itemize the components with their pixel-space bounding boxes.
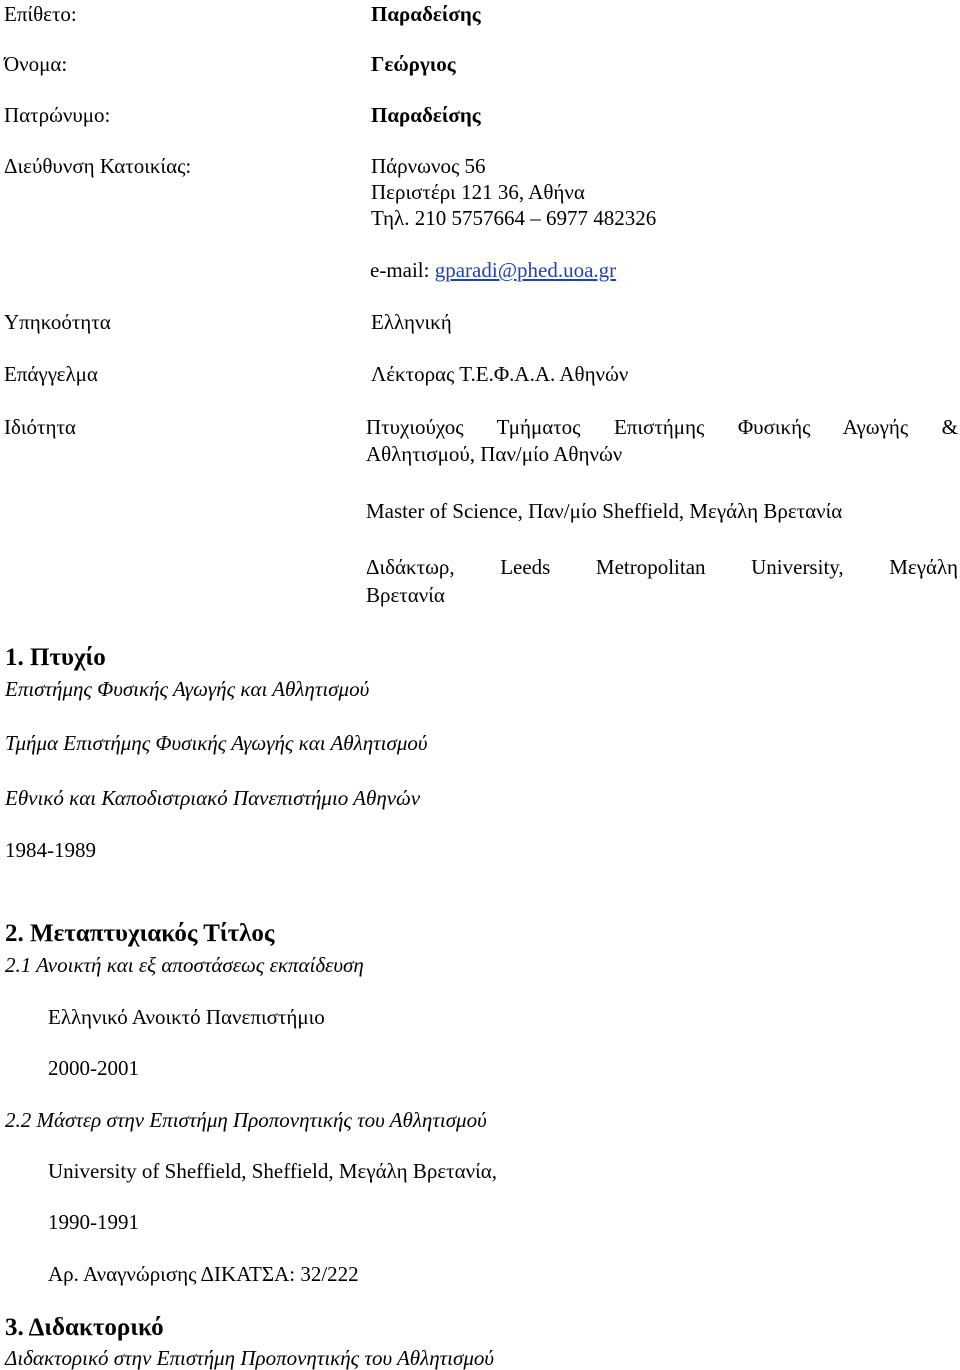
qualification-1-line-2: Αθλητισμού, Παν/μίο Αθηνών: [366, 442, 623, 466]
nationality-value: Ελληνική: [371, 310, 452, 334]
section-2-heading: 2. Μεταπτυχιακός Τίτλος: [5, 920, 275, 947]
address-label: Διεύθυνση Κατοικίας:: [4, 154, 192, 178]
qualification-3-line-1: Διδάκτωρ, Leeds Metropolitan University, Μεγάλη: [366, 555, 958, 579]
address-line-1: Πάρνωνος 56: [371, 154, 486, 178]
email-prefix: e-mail:: [370, 258, 435, 282]
qualification-1-line-1: Πτυχιούχος Τμήματος Επιστήμης Φυσικής Αγωγής &: [366, 415, 958, 439]
email-line: [370, 258, 616, 282]
section-2-2-title: 2.2 Μάστερ στην Επιστήμη Προπονητικής του Αθλητισμού: [5, 1108, 487, 1132]
section-1-department: Τμήμα Επιστήμης Φυσικής Αγωγής και Αθλητισμού: [5, 731, 428, 755]
patronymic-value: Παραδείσης: [371, 103, 481, 127]
qualification-label: Ιδιότητα: [4, 415, 76, 439]
patronymic-label: Πατρώνυμο:: [4, 103, 111, 127]
nationality-label: Υπηκοότητα: [4, 310, 111, 334]
section-1-subject: Επιστήμης Φυσικής Αγωγής και Αθλητισμού: [5, 677, 370, 701]
section-2-1-title: 2.1 Ανοικτή και εξ αποστάσεως εκπαίδευση: [5, 953, 364, 977]
address-line-2: Περιστέρι 121 36, Αθήνα: [371, 180, 585, 204]
surname-value: Παραδείσης: [371, 2, 481, 26]
section-1-years: 1984-1989: [5, 838, 96, 862]
surname-label: Επίθετο:: [4, 2, 77, 26]
profession-value: Λέκτορας Τ.Ε.Φ.Α.Α. Αθηνών: [371, 362, 629, 386]
email-link[interactable]: gparadi@phed.uoa.gr: [434, 258, 617, 282]
qualification-2: Master of Science, Παν/μίο Sheffield, Μεγάλη Βρετανία: [366, 499, 843, 523]
section-2-2-institution: University of Sheffield, Sheffield, Μεγάλη Βρετανία,: [48, 1159, 497, 1183]
qualification-3-line-2: Βρετανία: [366, 583, 445, 607]
section-2-2-years: 1990-1991: [48, 1210, 139, 1234]
profession-label: Επάγγελμα: [4, 362, 98, 386]
section-2-1-institution: Ελληνικό Ανοικτό Πανεπιστήμιο: [48, 1005, 325, 1029]
phone-text: Τηλ. 210 5757664 – 6977 482326: [371, 206, 657, 230]
section-3-subtitle: Διδακτορικό στην Επιστήμη Προπονητικής του Αθλητισμού: [5, 1346, 495, 1370]
section-3-heading: 3. Διδακτορικό: [5, 1314, 164, 1341]
section-1-heading: 1. Πτυχίο: [5, 644, 106, 671]
section-2-1-years: 2000-2001: [48, 1056, 139, 1080]
section-1-university: Εθνικό και Καποδιστριακό Πανεπιστήμιο Αθηνών: [5, 786, 421, 810]
name-label: Όνομα:: [4, 52, 68, 76]
section-2-2-recognition: Αρ. Αναγνώρισης ΔΙΚΑΤΣΑ: 32/222: [48, 1262, 359, 1286]
name-value: Γεώργιος: [371, 52, 456, 76]
